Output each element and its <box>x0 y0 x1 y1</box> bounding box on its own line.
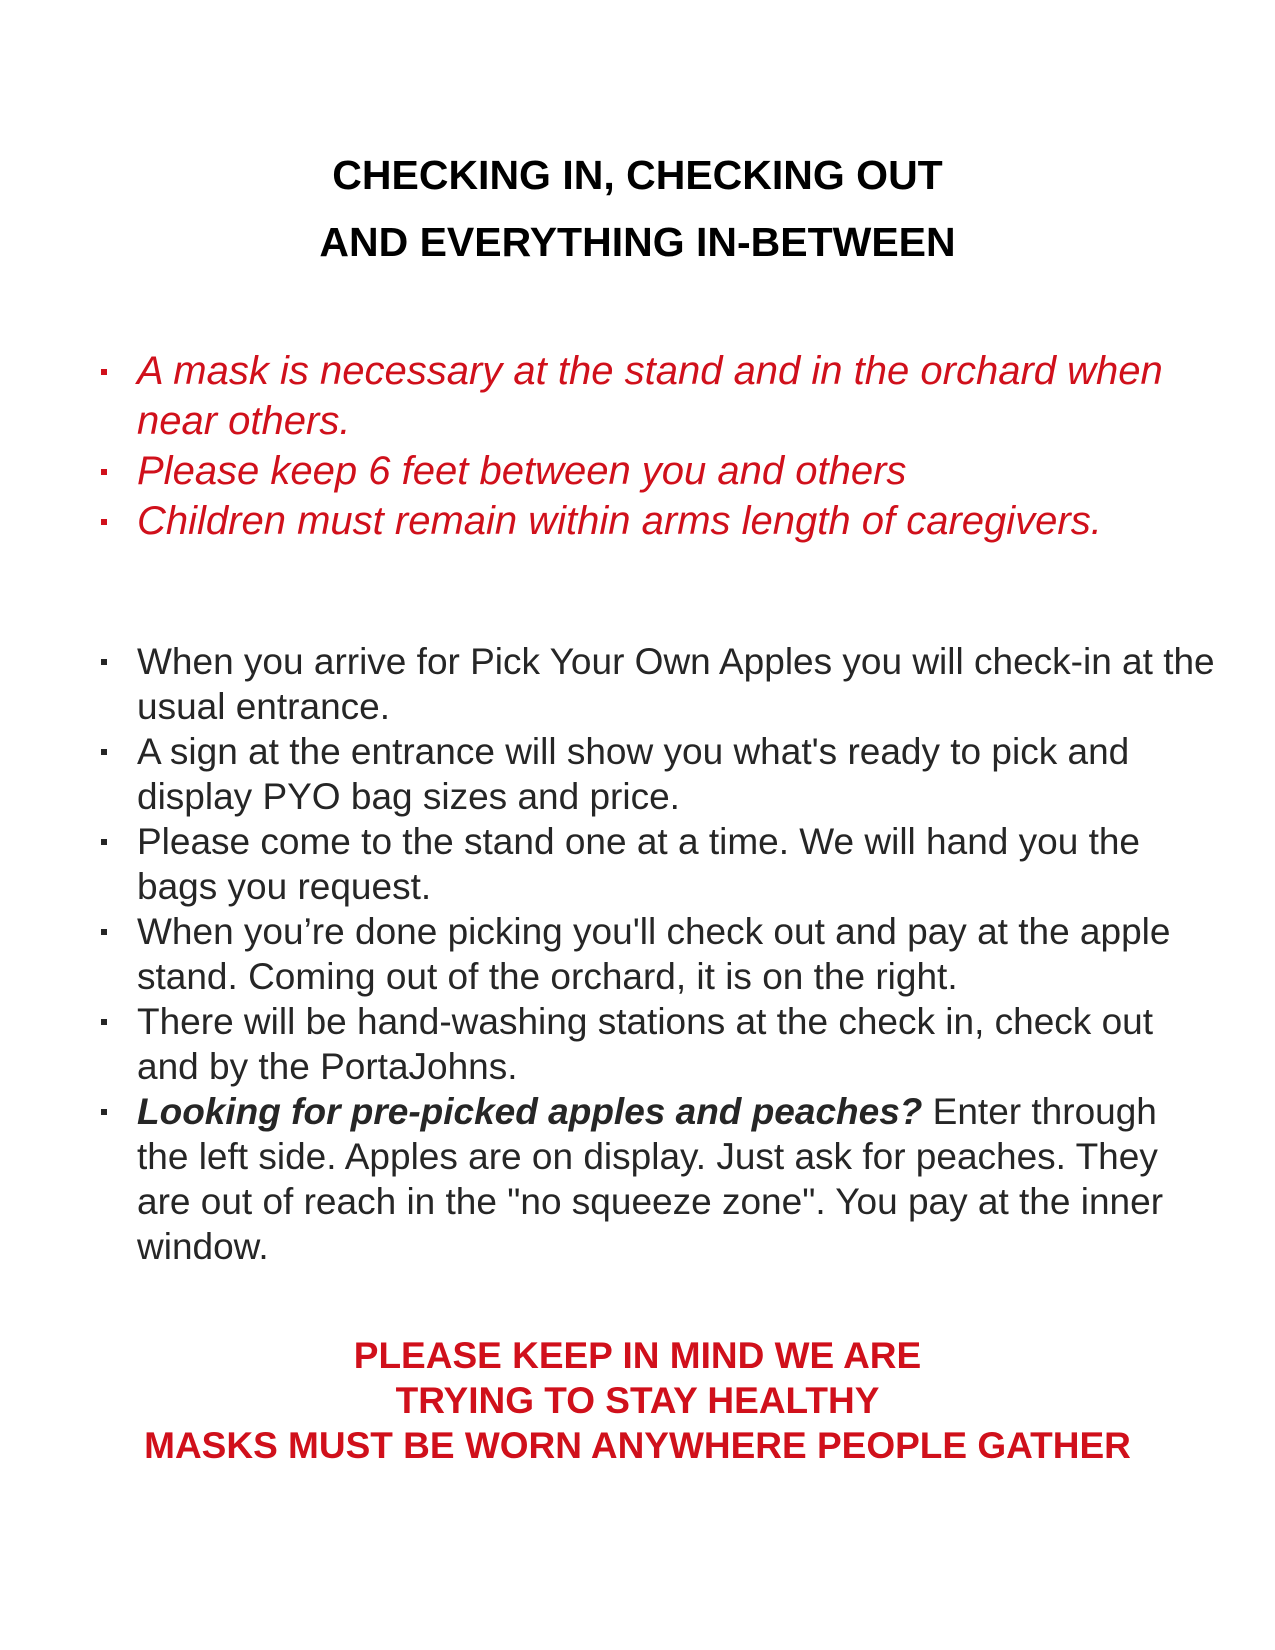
info-item-text: A sign at the entrance will show you what's ready to pick and display PYO bag sizes and price. <box>137 731 1130 817</box>
closing-line-3: MASKS MUST BE WORN ANYWHERE PEOPLE GATHER <box>144 1425 1131 1466</box>
info-item <box>0 819 1275 909</box>
square-bullet-icon <box>101 1019 107 1025</box>
title-line-1: CHECKING IN, CHECKING OUT <box>332 152 943 198</box>
square-bullet-icon <box>101 1109 107 1115</box>
safety-rule-item <box>0 346 1275 446</box>
info-item <box>0 639 1275 729</box>
info-item <box>0 909 1275 999</box>
info-item <box>0 729 1275 819</box>
info-item-text: Please come to the stand one at a time. We will hand you the bags you request. <box>137 821 1141 907</box>
closing-notice <box>0 1333 1275 1468</box>
safety-rule-text: A mask is necessary at the stand and in the orchard when near others. <box>137 349 1163 443</box>
square-bullet-icon <box>101 749 107 755</box>
pre-picked-heading: Looking for pre-picked apples and peaches? <box>137 1091 923 1132</box>
info-item-text: There will be hand-washing stations at the check in, check out and by the PortaJohns. <box>137 1001 1154 1087</box>
visit-info-list <box>0 639 1275 1269</box>
title-line-2: AND EVERYTHING IN-BETWEEN <box>319 219 956 265</box>
safety-rule-item <box>0 446 1275 496</box>
square-bullet-icon <box>101 839 107 845</box>
safety-rules-list <box>0 346 1275 546</box>
closing-line-2: TRYING TO STAY HEALTHY <box>395 1380 880 1421</box>
closing-line-1: PLEASE KEEP IN MIND WE ARE <box>353 1335 922 1376</box>
pre-picked-text: Enter through the left side. Apples are on display. Just ask for peaches. They are out of reach in the "no squeeze zone". You pay at the inner window. <box>137 1091 1164 1267</box>
square-bullet-icon <box>101 519 107 525</box>
safety-rule-text: Children must remain within arms length of caregivers. <box>137 499 1102 543</box>
page-title <box>0 142 1275 276</box>
info-item-text: When you arrive for Pick Your Own Apples you will check-in at the usual entrance. <box>137 641 1215 727</box>
safety-rule-item <box>0 496 1275 546</box>
square-bullet-icon <box>101 369 107 375</box>
safety-rule-text: Please keep 6 feet between you and others <box>137 449 907 493</box>
square-bullet-icon <box>101 659 107 665</box>
square-bullet-icon <box>101 469 107 475</box>
info-item <box>0 999 1275 1089</box>
info-item-text: When you’re done picking you'll check out and pay at the apple stand. Coming out of the orchard, it is on the right. <box>137 911 1171 997</box>
info-item-pre-picked <box>0 1089 1275 1269</box>
square-bullet-icon <box>101 929 107 935</box>
